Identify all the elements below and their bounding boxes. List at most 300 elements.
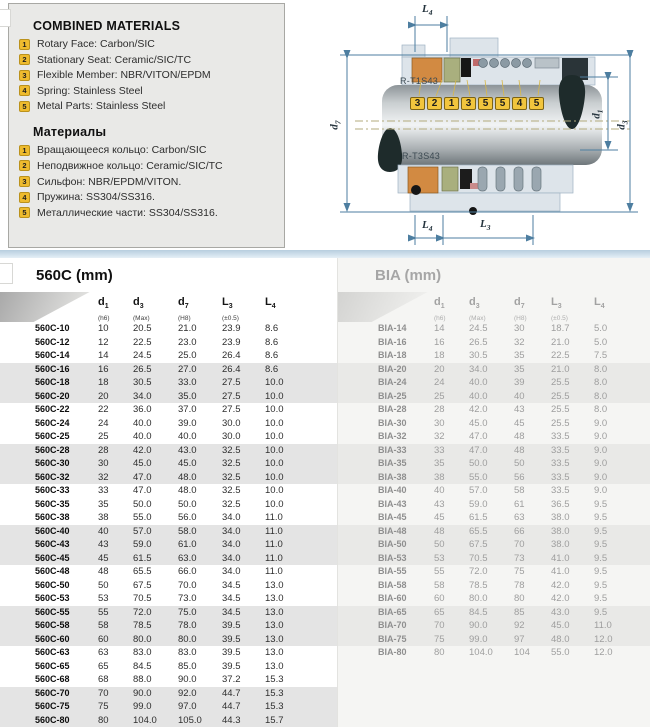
table-row <box>0 376 337 390</box>
l4-cell: 15.3 <box>265 674 284 685</box>
d7-cell: 48.0 <box>178 471 197 483</box>
d3-cell: 84.5 <box>469 606 488 618</box>
d7-cell: 25.0 <box>178 350 197 361</box>
model-cell: 560C-25 <box>35 431 70 441</box>
table-row <box>338 511 650 525</box>
table-row <box>0 457 337 471</box>
table-row <box>0 430 337 444</box>
model-cell: BIA-33 <box>378 444 407 455</box>
d3-cell: 45.0 <box>133 458 152 469</box>
l4-cell: 13.0 <box>265 606 284 618</box>
d7-cell: 80 <box>514 593 525 604</box>
l3-cell: 27.5 <box>222 404 241 415</box>
model-cell: BIA-53 <box>378 552 407 563</box>
d7-cell: 66.0 <box>178 566 197 577</box>
d3-cell: 99.0 <box>133 701 152 712</box>
l4-cell: 10.0 <box>265 444 284 456</box>
d7-cell: 63 <box>514 512 525 523</box>
model-cell: 560C-33 <box>35 485 70 495</box>
l4-cell: 8.0 <box>594 377 608 388</box>
l4-cell: 11.0 <box>265 539 283 550</box>
material-item <box>19 160 284 172</box>
part-number-badge: 1 <box>444 97 459 110</box>
l4-cell: 8.6 <box>265 350 279 361</box>
model-cell: BIA-38 <box>378 471 407 482</box>
column-header: $L_3$ (±0.5) <box>222 296 239 323</box>
table-row <box>0 646 337 660</box>
table-row <box>0 484 337 498</box>
table-row <box>338 471 650 485</box>
d1-cell: 20 <box>434 363 445 375</box>
l3-cell: 34.0 <box>222 539 241 550</box>
model-cell: 560C-22 <box>35 404 70 414</box>
d7-cell: 97.0 <box>178 701 197 712</box>
item-number-badge: 3 <box>19 70 30 81</box>
table-560c-title: 560C (mm) <box>36 267 113 284</box>
d3-cell: 78.5 <box>133 620 152 631</box>
model-cell: BIA-50 <box>378 539 407 549</box>
d1-cell: 33 <box>98 485 109 496</box>
table-row <box>338 444 650 458</box>
l4-cell: 15.3 <box>265 701 284 712</box>
table-row <box>338 363 650 377</box>
d3-cell: 42.0 <box>469 404 488 415</box>
l3-cell: 42.0 <box>551 579 570 591</box>
d1-cell: 38 <box>434 471 445 483</box>
model-cell: BIA-35 <box>378 458 407 468</box>
table-row <box>0 417 337 431</box>
material-item <box>19 85 284 97</box>
l4-cell: 11.0 <box>265 525 283 537</box>
l4-cell: 8.6 <box>265 363 279 375</box>
l3-cell: 34.5 <box>222 593 241 604</box>
d7-cell: 27.0 <box>178 363 197 375</box>
d1-cell: 60 <box>98 633 109 645</box>
material-item <box>19 207 284 219</box>
d7-cell: 35 <box>514 350 525 361</box>
column-header: $L_4$ <box>594 296 605 311</box>
table-row <box>338 457 650 471</box>
d1-cell: 80 <box>434 647 445 658</box>
dim-label-d1: $d_1$ <box>590 109 605 119</box>
l3-cell: 41.0 <box>551 566 570 577</box>
d7-cell: 50 <box>514 458 525 469</box>
d7-cell: 85 <box>514 606 525 618</box>
model-cell: BIA-16 <box>378 336 407 347</box>
d7-cell: 32 <box>514 336 525 348</box>
l3-cell: 41.0 <box>551 552 570 564</box>
model-cell: 560C-16 <box>35 363 70 374</box>
l4-cell: 13.0 <box>265 579 284 591</box>
l3-cell: 25.5 <box>551 390 570 402</box>
d1-cell: 53 <box>98 593 109 604</box>
model-cell: BIA-18 <box>378 350 407 360</box>
item-number-badge: 2 <box>19 54 30 65</box>
l3-cell: 39.5 <box>222 620 241 631</box>
l3-cell: 32.5 <box>222 498 241 510</box>
l3-cell: 30.0 <box>222 431 241 442</box>
part-number-badge: 5 <box>529 97 544 110</box>
d3-cell: 59.0 <box>469 498 488 510</box>
seal-section-diagram <box>330 0 650 252</box>
l3-cell: 26.4 <box>222 363 241 375</box>
table-row <box>338 376 650 390</box>
table-row <box>0 687 337 701</box>
model-cell: 560C-60 <box>35 633 70 644</box>
material-item <box>19 176 284 188</box>
d1-cell: 10 <box>98 323 109 334</box>
d7-cell: 61.0 <box>178 539 197 550</box>
d1-cell: 25 <box>98 431 109 442</box>
column-header: $d_7$ (H8) <box>178 296 191 323</box>
l3-cell: 33.5 <box>551 444 570 456</box>
d7-cell: 97 <box>514 633 525 645</box>
d7-cell: 73.0 <box>178 593 197 604</box>
d1-cell: 22 <box>98 404 109 415</box>
item-number-badge: 3 <box>19 176 30 187</box>
d1-cell: 60 <box>434 593 445 604</box>
l3-cell: 36.5 <box>551 498 570 510</box>
d1-cell: 45 <box>98 552 109 564</box>
table-row <box>338 619 650 633</box>
l3-cell: 34.0 <box>222 512 241 523</box>
model-cell: 560C-53 <box>35 593 70 603</box>
table-row <box>338 552 650 566</box>
table-row <box>338 592 650 606</box>
l4-cell: 13.0 <box>265 647 284 658</box>
table-row <box>0 444 337 458</box>
material-item-label: Вращающееся кольцо: Carbon/SIC <box>37 144 207 157</box>
table-row <box>338 538 650 552</box>
table-row <box>338 403 650 417</box>
d7-cell: 56 <box>514 471 525 483</box>
d7-cell: 78.0 <box>178 620 197 631</box>
l3-cell: 18.7 <box>551 323 570 334</box>
d3-cell: 70.5 <box>133 593 152 604</box>
d7-cell: 39 <box>514 377 525 388</box>
part-number-badge: 5 <box>495 97 510 110</box>
d3-cell: 70.5 <box>469 552 488 564</box>
l4-cell: 10.0 <box>265 458 284 469</box>
d7-cell: 48 <box>514 444 525 456</box>
d7-cell: 85.0 <box>178 660 197 672</box>
part-number-badge: 3 <box>461 97 476 110</box>
model-cell: 560C-68 <box>35 674 70 684</box>
l4-cell: 9.5 <box>594 552 608 564</box>
d3-cell: 50.0 <box>133 498 152 510</box>
d7-cell: 104 <box>514 647 530 658</box>
column-header: $L_4$ <box>265 296 276 311</box>
table-row <box>0 592 337 606</box>
d7-cell: 78 <box>514 579 525 591</box>
table-row <box>0 714 337 727</box>
l4-cell: 5.0 <box>594 336 608 348</box>
model-cell: 560C-38 <box>35 512 70 522</box>
l3-cell: 55.0 <box>551 647 570 658</box>
l4-cell: 10.0 <box>265 417 284 429</box>
table-row <box>0 579 337 593</box>
d3-cell: 47.0 <box>469 444 488 456</box>
d1-cell: 48 <box>434 525 445 537</box>
l4-cell: 8.0 <box>594 363 608 375</box>
l3-cell: 44.7 <box>222 701 241 712</box>
page-edge-tab <box>0 9 11 27</box>
l4-cell: 9.5 <box>594 525 608 537</box>
l4-cell: 9.5 <box>594 498 608 510</box>
d3-cell: 34.0 <box>133 390 152 402</box>
table-row <box>338 430 650 444</box>
table-row <box>0 673 337 687</box>
material-item-label: Металлические части: SS304/SS316. <box>37 206 218 219</box>
l3-cell: 45.0 <box>551 620 570 631</box>
d7-cell: 33.0 <box>178 377 197 388</box>
table-560c-body <box>0 322 337 727</box>
table-row <box>338 525 650 539</box>
model-label-bottom: R-T3S43 <box>402 151 441 161</box>
d1-cell: 18 <box>98 377 109 388</box>
table-row <box>0 511 337 525</box>
d7-cell: 92.0 <box>178 687 197 699</box>
table-row <box>338 322 650 336</box>
model-cell: BIA-43 <box>378 498 407 509</box>
l3-cell: 26.4 <box>222 350 241 361</box>
table-row <box>338 498 650 512</box>
item-number-badge: 1 <box>19 39 30 50</box>
d7-cell: 40 <box>514 390 525 402</box>
table-bia-columns <box>338 292 650 322</box>
item-number-badge: 5 <box>19 207 30 218</box>
model-cell: 560C-18 <box>35 377 70 387</box>
model-cell: 560C-80 <box>35 714 70 725</box>
l3-cell: 39.5 <box>222 633 241 645</box>
dim-label-d3: $d_3$ <box>615 120 630 130</box>
materials-en-list <box>9 38 284 112</box>
part-number-badge: 2 <box>427 97 442 110</box>
model-cell: 560C-32 <box>35 471 70 482</box>
l4-cell: 15.3 <box>265 687 284 699</box>
d1-cell: 14 <box>434 323 445 334</box>
l4-cell: 9.0 <box>594 417 608 429</box>
d1-cell: 68 <box>98 674 109 685</box>
materials-ru-title: Материалы <box>33 125 107 140</box>
table-row <box>338 484 650 498</box>
header-spacer <box>378 295 434 324</box>
table-row <box>338 565 650 579</box>
d3-cell: 104.0 <box>469 647 493 658</box>
l4-cell: 11.0 <box>265 512 283 523</box>
l3-cell: 42.0 <box>551 593 570 604</box>
model-cell: BIA-25 <box>378 390 407 401</box>
item-number-badge: 4 <box>19 85 30 96</box>
column-header: $d_3$ (Max) <box>469 296 486 323</box>
l4-cell: 12.0 <box>594 633 613 645</box>
l3-cell: 38.0 <box>551 525 570 537</box>
table-row <box>0 538 337 552</box>
dim-label-l4-bottom: $L_4$ <box>422 219 433 234</box>
material-item <box>19 38 284 50</box>
table-row <box>0 471 337 485</box>
d3-cell: 22.5 <box>133 336 152 348</box>
l4-cell: 9.5 <box>594 539 608 550</box>
d7-cell: 45.0 <box>178 458 197 469</box>
d1-cell: 75 <box>98 701 109 712</box>
d1-cell: 35 <box>98 498 109 510</box>
d1-cell: 14 <box>98 350 109 361</box>
table-row <box>0 700 337 714</box>
l4-cell: 9.0 <box>594 458 608 469</box>
model-cell: 560C-40 <box>35 525 70 536</box>
d3-cell: 104.0 <box>133 714 157 726</box>
d7-cell: 80.0 <box>178 633 197 645</box>
part-number-badge: 3 <box>410 97 425 110</box>
d3-cell: 67.5 <box>133 579 152 591</box>
table-560c-columns <box>0 292 337 322</box>
d3-cell: 42.0 <box>133 444 152 456</box>
l3-cell: 48.0 <box>551 633 570 645</box>
l3-cell: 33.5 <box>551 431 570 442</box>
material-item-label: Spring: Stainless Steel <box>37 84 143 97</box>
l3-cell: 34.0 <box>222 552 241 564</box>
l4-cell: 10.0 <box>265 377 284 388</box>
l3-cell: 33.5 <box>551 471 570 483</box>
l4-cell: 10.0 <box>265 404 284 415</box>
d7-cell: 39.0 <box>178 417 197 429</box>
l3-cell: 44.3 <box>222 714 241 726</box>
l4-cell: 9.0 <box>594 444 608 456</box>
l4-cell: 15.7 <box>265 714 284 726</box>
d1-cell: 40 <box>98 525 109 537</box>
d1-cell: 38 <box>98 512 109 523</box>
table-row <box>338 606 650 620</box>
item-number-badge: 5 <box>19 101 30 112</box>
model-cell: 560C-28 <box>35 444 70 455</box>
d7-cell: 73 <box>514 552 525 564</box>
model-cell: 560C-45 <box>35 552 70 563</box>
l4-cell: 9.5 <box>594 566 608 577</box>
l3-cell: 38.0 <box>551 512 570 523</box>
d1-cell: 58 <box>434 579 445 591</box>
d3-cell: 47.0 <box>133 485 152 496</box>
model-cell: BIA-65 <box>378 606 407 617</box>
d7-cell: 105.0 <box>178 714 202 726</box>
d3-cell: 20.5 <box>133 323 152 334</box>
d3-cell: 30.5 <box>469 350 488 361</box>
d7-cell: 43.0 <box>178 444 197 456</box>
table-row <box>338 646 650 660</box>
table-row <box>338 349 650 363</box>
d7-cell: 23.0 <box>178 336 197 348</box>
d1-cell: 12 <box>98 336 109 348</box>
d7-cell: 75.0 <box>178 606 197 618</box>
dim-label-d7: $d_7$ <box>328 120 343 130</box>
d7-cell: 35.0 <box>178 390 197 402</box>
l3-cell: 30.0 <box>222 417 241 429</box>
model-cell: 560C-10 <box>35 323 70 333</box>
table-row <box>338 579 650 593</box>
d3-cell: 55.0 <box>133 512 152 523</box>
d1-cell: 48 <box>98 566 109 577</box>
d1-cell: 45 <box>434 512 445 523</box>
d1-cell: 43 <box>98 539 109 550</box>
d1-cell: 65 <box>434 606 445 618</box>
material-item <box>19 54 284 66</box>
table-row <box>0 390 337 404</box>
model-cell: BIA-75 <box>378 633 407 644</box>
d1-cell: 55 <box>98 606 109 618</box>
d3-cell: 57.0 <box>133 525 152 537</box>
l4-cell: 9.0 <box>594 485 608 496</box>
l4-cell: 10.0 <box>265 471 284 483</box>
l3-cell: 34.0 <box>222 525 241 537</box>
d7-cell: 90.0 <box>178 674 197 685</box>
column-header: $d_3$ (Max) <box>133 296 150 323</box>
d7-cell: 66 <box>514 525 525 537</box>
l3-cell: 23.9 <box>222 323 241 334</box>
d1-cell: 24 <box>434 377 445 388</box>
l4-cell: 8.6 <box>265 323 279 334</box>
d3-cell: 99.0 <box>469 633 488 645</box>
model-cell: 560C-70 <box>35 687 70 698</box>
l4-cell: 10.0 <box>265 498 284 510</box>
d1-cell: 16 <box>434 336 445 348</box>
l3-cell: 22.5 <box>551 350 570 361</box>
d1-cell: 35 <box>434 458 445 469</box>
model-cell: BIA-28 <box>378 404 407 414</box>
column-header: $d_7$ (H8) <box>514 296 527 323</box>
d1-cell: 32 <box>434 431 445 442</box>
l3-cell: 21.0 <box>551 363 570 375</box>
d3-cell: 40.0 <box>133 431 152 442</box>
d7-cell: 50.0 <box>178 498 197 510</box>
l4-cell: 11.0 <box>594 620 612 631</box>
l4-cell: 9.5 <box>594 606 608 618</box>
l3-cell: 21.0 <box>551 336 570 348</box>
d7-cell: 61 <box>514 498 525 510</box>
table-row <box>0 363 337 377</box>
model-cell: BIA-60 <box>378 593 407 603</box>
d3-cell: 47.0 <box>469 431 488 442</box>
d7-cell: 48 <box>514 431 525 442</box>
d3-cell: 47.0 <box>133 471 152 483</box>
l4-cell: 8.6 <box>265 336 279 348</box>
d3-cell: 65.5 <box>133 566 152 577</box>
d3-cell: 78.5 <box>469 579 488 591</box>
item-number-badge: 2 <box>19 160 30 171</box>
d7-cell: 92 <box>514 620 525 631</box>
l4-cell: 13.0 <box>265 660 284 672</box>
l3-cell: 34.5 <box>222 579 241 591</box>
model-cell: 560C-14 <box>35 350 70 360</box>
d7-cell: 30 <box>514 323 525 334</box>
d7-cell: 21.0 <box>178 323 197 334</box>
l3-cell: 25.5 <box>551 417 570 429</box>
table-row <box>0 565 337 579</box>
d3-cell: 59.0 <box>133 539 152 550</box>
d3-cell: 84.5 <box>133 660 152 672</box>
d7-cell: 35 <box>514 363 525 375</box>
d3-cell: 40.0 <box>133 417 152 429</box>
l3-cell: 39.5 <box>222 660 241 672</box>
table-row <box>338 417 650 431</box>
l4-cell: 8.0 <box>594 404 608 415</box>
d3-cell: 24.5 <box>133 350 152 361</box>
model-cell: BIA-30 <box>378 417 407 428</box>
l4-cell: 9.5 <box>594 512 608 523</box>
d1-cell: 43 <box>434 498 445 510</box>
d3-cell: 55.0 <box>469 471 488 483</box>
model-cell: BIA-40 <box>378 485 407 495</box>
d1-cell: 40 <box>434 485 445 496</box>
